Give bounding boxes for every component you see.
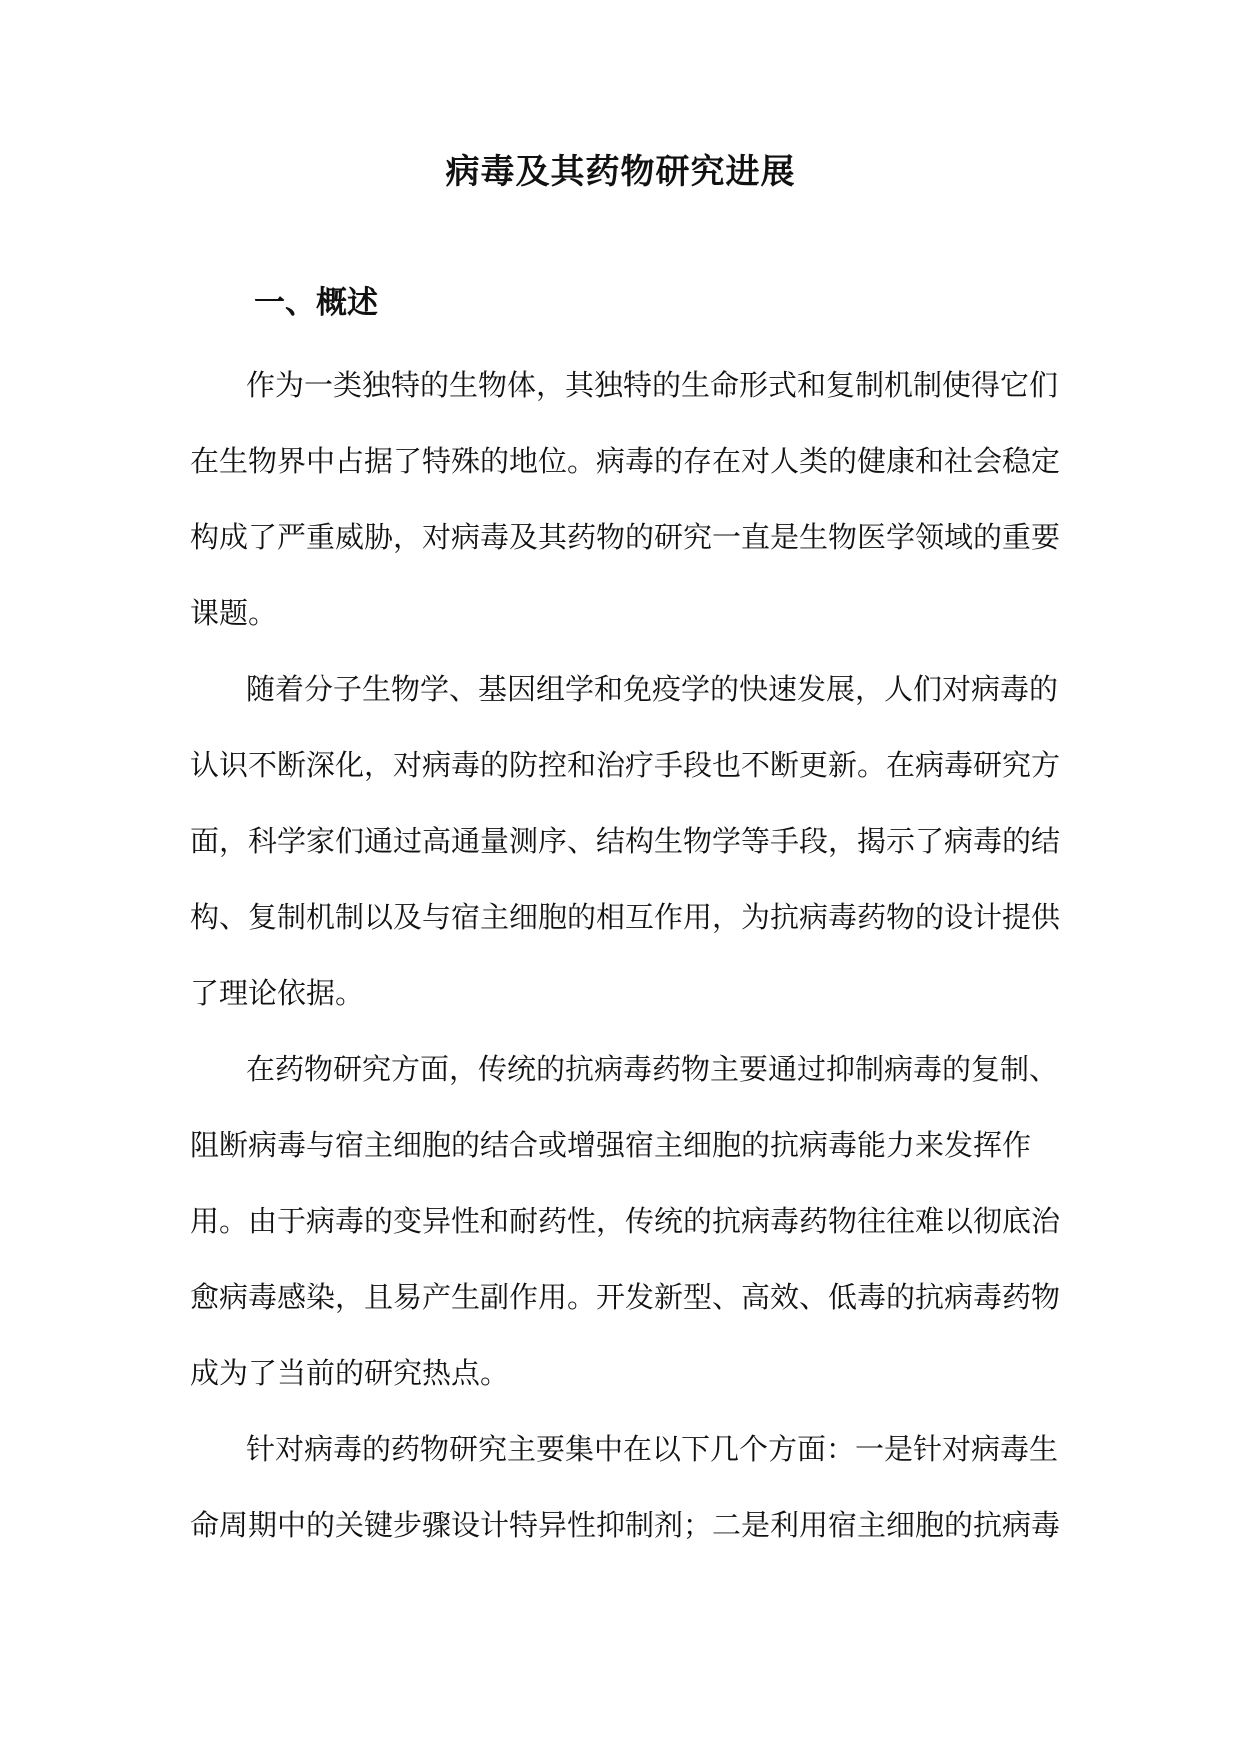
document-title: 病毒及其药物研究进展: [445, 152, 796, 192]
paragraph-1-line-1: 作为一类独特的生物体，其独特的生命形式和复制机制使得它们: [246, 368, 1059, 402]
paragraph-2-line-5: 了理论依据。: [190, 976, 365, 1010]
paragraph-3-line-1: 在药物研究方面，传统的抗病毒药物主要通过抑制病毒的复制、: [246, 1052, 1059, 1086]
paragraph-3-line-5: 成为了当前的研究热点。: [190, 1356, 510, 1390]
paragraph-3-line-2: 阻断病毒与宿主细胞的结合或增强宿主细胞的抗病毒能力来发挥作: [190, 1128, 1032, 1162]
section-heading: 一、概述: [254, 285, 378, 321]
paragraph-2-line-2: 认识不断深化，对病毒的防控和治疗手段也不断更新。在病毒研究方: [190, 748, 1061, 782]
paragraph-2-line-1: 随着分子生物学、基因组学和免疫学的快速发展，人们对病毒的: [246, 672, 1059, 706]
paragraph-1-line-2: 在生物界中占据了特殊的地位。病毒的存在对人类的健康和社会稳定: [190, 444, 1061, 478]
paragraph-4-line-1: 针对病毒的药物研究主要集中在以下几个方面：一是针对病毒生: [246, 1432, 1059, 1466]
paragraph-3-line-3: 用。由于病毒的变异性和耐药性，传统的抗病毒药物往往难以彻底治: [190, 1204, 1061, 1238]
paragraph-2-line-3: 面，科学家们通过高通量测序、结构生物学等手段，揭示了病毒的结: [190, 824, 1061, 858]
paragraph-3-line-4: 愈病毒感染，且易产生副作用。开发新型、高效、低毒的抗病毒药物: [190, 1280, 1061, 1314]
paragraph-1-line-3: 构成了严重威胁，对病毒及其药物的研究一直是生物医学领域的重要: [190, 520, 1061, 554]
paragraph-4-line-2: 命周期中的关键步骤设计特异性抑制剂；二是利用宿主细胞的抗病毒: [190, 1508, 1061, 1542]
paragraph-2-line-4: 构、复制机制以及与宿主细胞的相互作用，为抗病毒药物的设计提供: [190, 900, 1061, 934]
paragraph-1-line-4: 课题。: [190, 596, 278, 630]
